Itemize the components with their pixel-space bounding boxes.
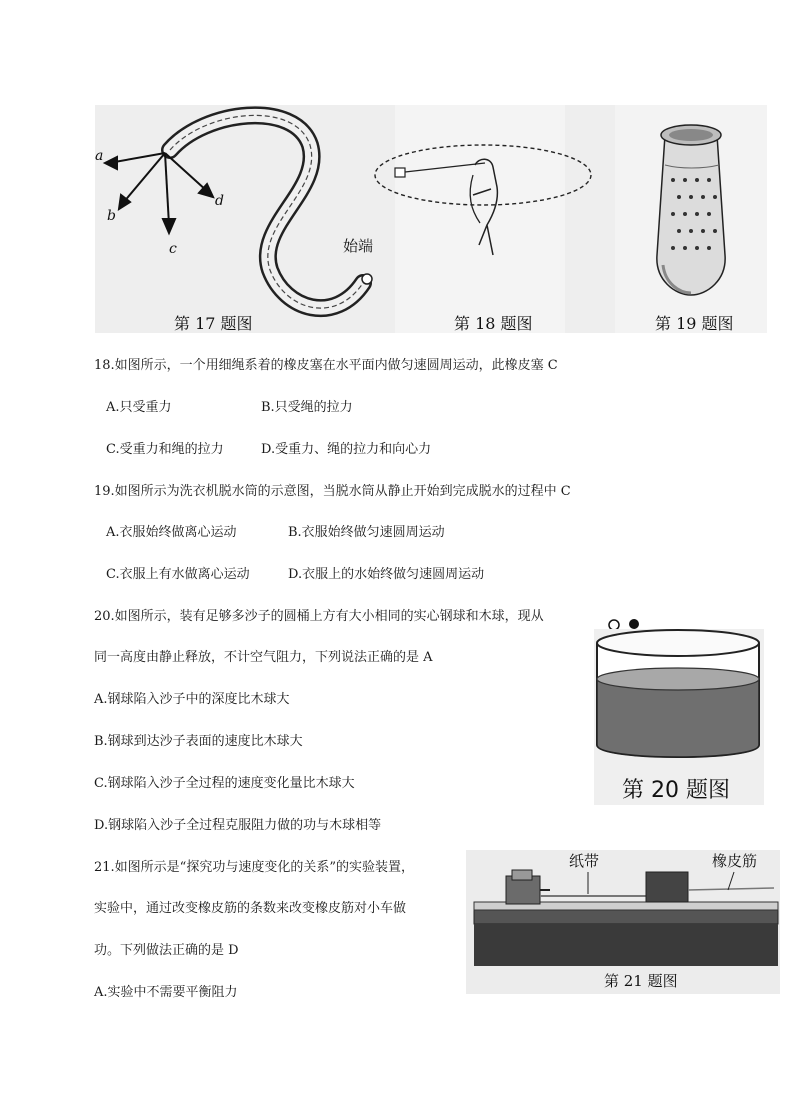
q19-option-a: A.衣服始终做离心运动 (106, 525, 237, 540)
q20-option-c: C.钢球陷入沙子全过程的速度变化量比木球大 (94, 776, 355, 791)
fig17-caption: 第 17 题图 (174, 314, 253, 333)
q19-stem: 19.如图所示为洗衣机脱水筒的示意图，当脱水筒从静止开始到完成脱水的过程中 C (94, 484, 571, 499)
vector-c-label: c (169, 241, 177, 257)
vector-d-label: d (215, 193, 224, 209)
paper-tape-label: 纸带 (569, 852, 600, 870)
q20-option-d: D.钢球陷入沙子全过程克服阻力做的功与木球相等 (94, 818, 382, 833)
figure-strip-17-19 (95, 105, 767, 333)
q21-stem-line2: 实验中，通过改变橡皮筋的条数来改变橡皮筋对小车做 (94, 901, 407, 916)
q21-stem-line3: 功。下列做法正确的是 D (94, 943, 239, 958)
steel-ball (629, 619, 639, 629)
q20-stem-line1: 20.如图所示，装有足够多沙子的圆桶上方有大小相同的实心钢球和木球，现从 (94, 609, 544, 624)
start-label: 始端 (343, 237, 374, 255)
q20-option-b: B.钢球到达沙子表面的速度比木球大 (94, 734, 303, 749)
q20-option-a: A.钢球陷入沙子中的深度比木球大 (94, 692, 290, 707)
fig20-caption: 第 20 题图 (622, 778, 730, 803)
q19-option-c: C.衣服上有水做离心运动 (106, 567, 250, 582)
fig21-caption: 第 21 题图 (604, 972, 678, 990)
q19-option-d: D.衣服上的水始终做匀速圆周运动 (288, 567, 485, 582)
figure-21 (466, 850, 780, 994)
vector-a-label: a (95, 148, 104, 164)
q18-option-b: B.只受绳的拉力 (261, 400, 353, 415)
q18-option-a: A.只受重力 (106, 400, 172, 415)
q18-option-d: D.受重力、绳的拉力和向心力 (261, 442, 432, 457)
q21-stem-line1: 21.如图所示是“探究功与速度变化的关系”的实验装置， (94, 860, 414, 875)
figure-20 (592, 615, 764, 805)
q18-option-c: C.受重力和绳的拉力 (106, 442, 224, 457)
q19-option-b: B.衣服始终做匀速圆周运动 (288, 525, 445, 540)
wood-ball (609, 620, 619, 630)
vector-b-label: b (107, 208, 116, 224)
figure-strip-svg (95, 105, 767, 333)
q20-stem-line2: 同一高度由静止释放，不计空气阻力，下列说法正确的是 A (94, 650, 433, 665)
q18-stem: 18.如图所示，一个用细绳系着的橡皮塞在水平面内做匀速圆周运动，此橡皮塞 C (94, 358, 558, 373)
q21-option-a: A.实验中不需要平衡阻力 (94, 985, 238, 1000)
spin-drum-diagram (657, 125, 725, 295)
fig19-caption: 第 19 题图 (655, 314, 734, 333)
fig18-caption: 第 18 题图 (454, 314, 533, 333)
rubber-band-label: 橡皮筋 (712, 852, 758, 870)
